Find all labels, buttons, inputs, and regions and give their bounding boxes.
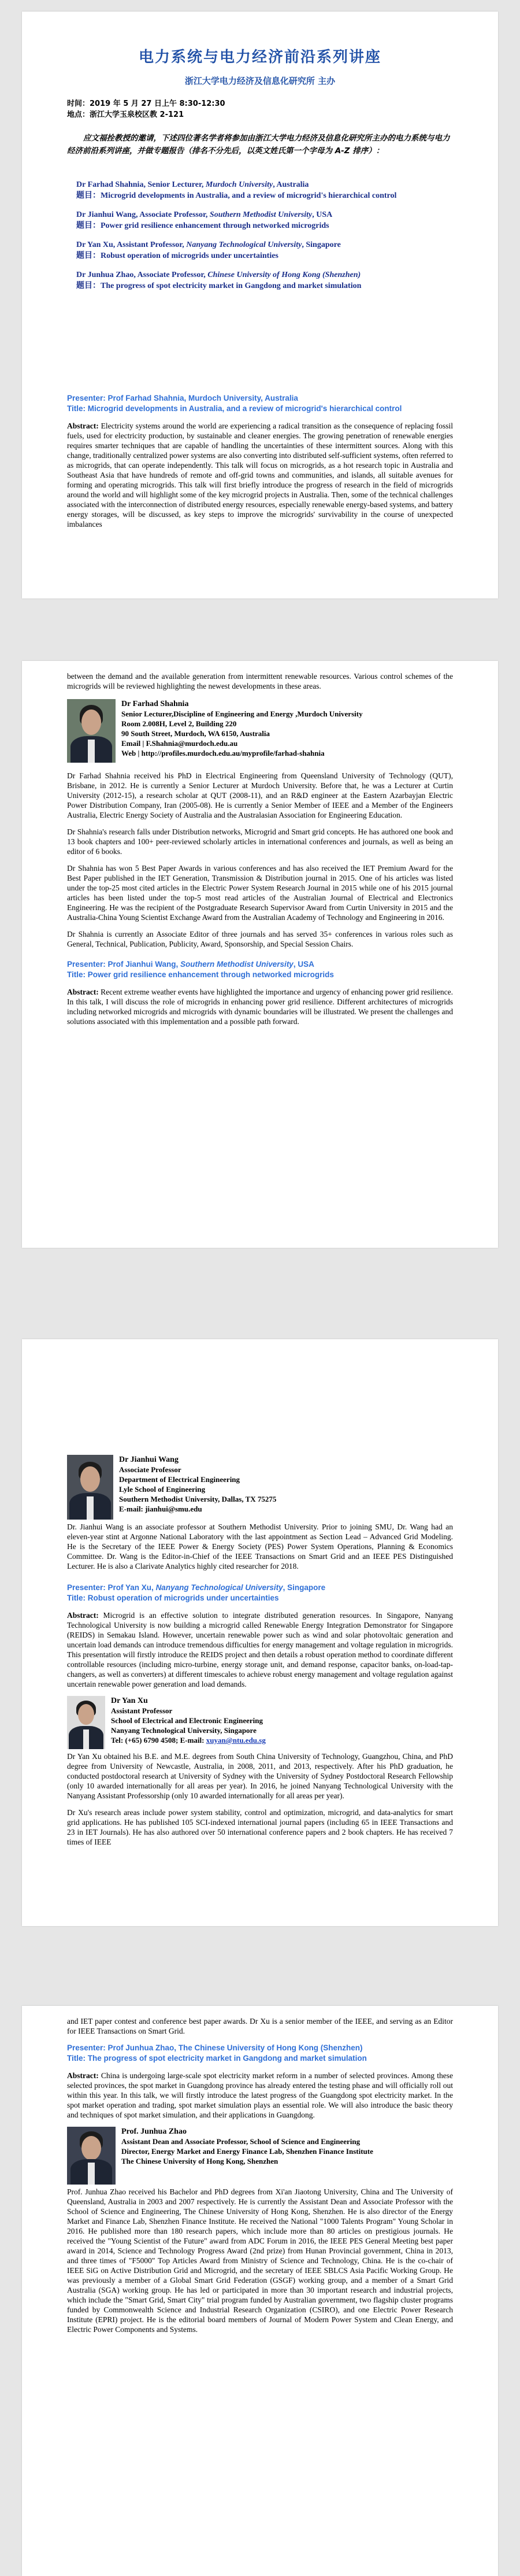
bio-paragraph: and IET paper contest and conference best paper awards. Dr Xu is a senior member of the IEEE, and serving as an Editor for IEEE Transactions on Smart Grid.: [67, 2017, 453, 2035]
presenter-line: Presenter: Prof Junhua Zhao, The Chinese University of Hong Kong (Shenzhen): [67, 2043, 363, 2052]
talk-title-line: Title: Microgrid developments in Australia, and a review of microgrid's hierarchical control: [67, 404, 402, 413]
bio-paragraph: Dr Xu's research areas include power system stability, control and optimization, microgrid, and data-analytics for smart grid applications. He has published 105 SCI-indexed international journal papers (including 65 in IEEE Transactions and 23 in IET Journals). He has also authored over 50 international conference papers and 2 book chapters. He has received 7 times of IEEE: [67, 1808, 453, 1846]
document-page-4: [22, 2006, 498, 2576]
talk-affiliation: Murdoch University: [205, 180, 273, 189]
speaker-department: Department of Electrical Engineering: [119, 1475, 240, 1484]
place-label: 地点：: [67, 110, 90, 119]
talk-title-line: Title: Robust operation of microgrids under uncertainties: [67, 1594, 279, 1602]
section-shahnia-cont: [67, 671, 453, 1033]
speaker-name: Dr Farhad Shahnia: [121, 700, 189, 708]
bio-paragraph: Dr Farhad Shahnia received his PhD in Electrical Engineering from Queensland University of Technology (QUT), Brisbane, in 2012. He is currently a Senior Lecturer at Murdoch University. Before that, he was a Lecturer at Curtin University (2012-15), a research scholar at QUT (2008-11), and an R&D engineer at the Eastern Azarbayjan Electric Power Distribution Company, Iran (2005-08). He is currently a Senior Member of IEEE and a Member of the Engineers Australia, Electric Energy Society of Australia and the Australasian Association for Engineering Education.: [67, 771, 453, 819]
abstract: [67, 987, 453, 1026]
speaker-card-text: [121, 2127, 373, 2166]
bio-paragraph: Dr Shahnia has won 5 Best Paper Awards in various conferences and has also received the IET Premium Award for the Best Paper published in the IET Generation, Transmission & Distribution journal in 2015. One of his articles was listed under the top-25 most cited articles in the Electric Power System Research Journal in 2015 while one of his 2015 journal articles has been listed under the top-5 most read articles of the Australian Journal of Electrical and Electronics Engineering. He was the recipient of the Postgraduate Research Supervisor Award from Curtin University in 2015 and the Australia-China Young Scientist Exchange Award from the Australian Academy of Technology and Engineering in 2016.: [67, 864, 453, 922]
abstract-text: China is undergoing large-scale spot electricity market reform in a number of selected provinces. Among these selected provinces, the spot market in Guangdong province has already entered the testing phase and will officially roll out within this year. In this talk, we will firstly introduce the latest progress of the Guangdong spot electricity market. In the spot market operation and trading, spot market simulation plays an essential role. We will also introduce the basic theory and techniques of spot market simulation, and their applications in Guangdong.: [67, 2071, 454, 2119]
talk-item: [67, 209, 453, 231]
presenter-name: Presenter: Prof Yan Xu,: [67, 1583, 156, 1592]
presenter-line: [67, 1583, 453, 1593]
talk-title-label: 题目：: [76, 221, 101, 230]
abstract-label: Abstract:: [67, 2071, 99, 2080]
speaker-card-text: [119, 1455, 276, 1514]
talk-list: [67, 179, 453, 300]
bio-paragraph: Prof. Junhua Zhao received his Bachelor and PhD degrees from Xi'an Jiaotong University, China and The University of Queensland, Australia in 2003 and 2007 respectively. He is currently the Assistant Dean and Associate Professor with the School of Science and Engineering, The Chinese University of Hong Kong, Shenzhen. He is also director of the Energy Market and Finance Lab, Shenzhen Finance Institute. He received the National "1000 Talents Program" Young Scholar in 2016. He published more than 180 research papers, which include more than 80 articles on prestigious journals. He received the "Young Scientist of the Future" award from ADC Forum in 2016, the IEEE PES General Meeting best paper award in 2014, Science and Technology Progress Award (2nd prize) from Hunan Provincial government, China in 2013, and three times of "F5000" Top Articles Award from Ministry of Science and Technology, China. He is the co-chair of IEEE SiG on Active Distribution Grid and Microgrid, and the secretary of IEEE SBLCS Asia Pacific Working Group. He was previously a member of a Global Smart Grid Federation (GSGF) working group, and a member of a Smart Grid Australia (SGA) working group. He has led or participated in more than 30 important research and industrial projects, which include the "Smart Grid, Smart City" trial program funded by Australian government, two flagship cluster programs funded by Commonwealth Science and Industrial Research Organization (CSIRO), and one Electric Power Research Institute (EPRI) project. He is the editorial board members of Journal of Modern Power System and Clean Energy, and Electric Power Components and Systems.: [67, 2187, 453, 2334]
speaker-address: 90 South Street, Murdoch, WA 6150, Australia: [121, 729, 270, 738]
section-wang-bio: [67, 1455, 453, 1854]
speaker-email: Email | F.Shahnia@murdoch.edu.au: [121, 739, 238, 748]
abstract-continued: between the demand and the available generation from intermittent renewable resources. Various control schemes of the microgrids will be reviewed highlighting the newest developments in these areas.: [67, 672, 453, 690]
speaker-university: Southern Methodist University, Dallas, TX 75275: [119, 1495, 277, 1503]
speaker-email: E-mail: jianhui@smu.edu: [119, 1505, 202, 1513]
speaker-name: Dr Jianhui Wang: [119, 1455, 179, 1464]
abstract: [67, 421, 453, 529]
presenter-country: , Singapore: [283, 1583, 326, 1592]
talk-item: [67, 179, 453, 201]
speaker-photo: [67, 1696, 105, 1749]
talk-affiliation-tail: , Australia: [273, 180, 309, 189]
document-page-2: [22, 661, 498, 1248]
speaker-card: [67, 2127, 453, 2185]
speaker-card: [67, 699, 453, 763]
abstract-label: Abstract:: [67, 988, 99, 996]
talk-title-label: 题目：: [76, 251, 101, 260]
bio-paragraph: Dr. Jianhui Wang is an associate professor at Southern Methodist University. Prior to joining SMU, Dr. Wang had an eleven-year stint at Argonne National Laboratory with the last appointment as Section Lead – Advanced Grid Modeling. He is the Secretary of the IEEE Power & Energy Society (PES) Power System Operations, Planning & Economics Committee. Dr. Wang is the Editor-in-Chief of the IEEE Transactions on Smart Grid and an IEEE PES Distinguished Lecturer. He is also a Clarivate Analytics highly cited researcher for 2018.: [67, 1522, 453, 1570]
talk-affiliation: Nanyang Technological University: [186, 241, 302, 249]
section-shahnia: [67, 393, 453, 536]
talk-affiliation-tail: , Singapore: [302, 241, 341, 249]
talk-speaker: Dr Junhua Zhao, Associate Professor,: [76, 271, 208, 279]
section-zhao: [67, 2016, 453, 2341]
abstract: [67, 1610, 453, 1689]
speaker-position: Senior Lecturer,Discipline of Engineering and Energy ,Murdoch University: [121, 709, 363, 718]
talk-title-line: Title: Power grid resilience enhancement through networked microgrids: [67, 970, 334, 979]
speaker-photo: [67, 2127, 116, 2185]
invitation-intro: 应文福拴教授的邀请，下述四位著名学者将参加由浙江大学电力经济及信息化研究所主办的电力系统与电力经济前沿系列讲座，并做专题报告（排名不分先后，以英文姓氏第一个字母为 A-Z 排序）：: [67, 134, 450, 156]
abstract-text: Electricity systems around the world are experiencing a radical transition as the consequence of replacing fossil fuels, used for electricity production, by sustainable and cleaner energies. The growing penetration of renewable energies requires smarter techniques that are capable of handling the uncertainties of these intermittent sources. Along with this change, traditionally centralized power systems are also converting into distributed self-sufficient systems, often referred to as microgrids, that can operate independently. This talk will focus on microgrids, as a hot research topic in Australia and Southeast Asia that have hundreds of remote and off-grid towns and communities, and islands, all suitable avenues for forming and operating microgrids. This talk will first briefly introduce the progress of research in the field of microgrids around the world and will highlight some of the key microgrid projects in Australia. Then, some of the technical challenges associated with the interconnection of distributed energy resources, especially renewable energy-based systems, and battery energy storages, will be discussed, as key steps to improve the microgrids' survivability in the course of unexpected imbalances: [67, 422, 453, 528]
talk-title-label: 题目：: [76, 191, 101, 200]
talk-title-line: Title: The progress of spot electricity market in Gangdong and market simulation: [67, 2054, 367, 2063]
speaker-name: Dr Yan Xu: [111, 1697, 148, 1705]
talk-item: [67, 239, 453, 261]
abstract-label: Abstract:: [67, 1611, 99, 1620]
abstract: [67, 2071, 453, 2120]
time-label: 时间：: [67, 99, 90, 108]
talk-item: [67, 269, 453, 291]
abstract-text: Microgrid is an effective solution to integrate distributed generation resources. In Singapore, Nanyang Technological University is now building a microgrid called Renewable Energy Integration Demonstrator for Singapore (REIDS) in Semakau Island. However, uncertain renewable power such as wind and solar photovoltaic generation and uncertain load demands can introduce tremendous difficulties for energy management and voltage regulation in microgrids. This presentation will firstly introduce the REIDS project and then details a robust operation method to coordinate different controllable resources (including micro-turbine, energy storage unit, and demand response, capacitor banks, on-load-tap-changers, as well as converters) at different timescales to achieve robust energy management and voltage regulation against uncertain renewable power generation and load demands.: [67, 1611, 454, 1688]
talk-title: Power grid resilience enhancement through networked microgrids: [101, 221, 329, 230]
speaker-school: Lyle School of Engineering: [119, 1485, 206, 1494]
talk-title: Microgrid developments in Australia, and a review of microgrid's hierarchical control: [101, 191, 397, 200]
talk-affiliation-tail: , USA: [312, 210, 333, 219]
presenter-country: , USA: [293, 960, 314, 969]
speaker-card: [67, 1696, 453, 1749]
speaker-position: Associate Professor: [119, 1465, 181, 1474]
presenter-line: Presenter: Prof Farhad Shahnia, Murdoch University, Australia: [67, 394, 298, 402]
event-meta: [67, 98, 453, 120]
speaker-position: Assistant Professor: [111, 1706, 173, 1715]
talk-speaker: Dr Farhad Shahnia, Senior Lecturer,: [76, 180, 206, 189]
presenter-name: Presenter: Prof Jianhui Wang,: [67, 960, 181, 969]
speaker-photo: [67, 699, 116, 763]
speaker-name: Prof. Junhua Zhao: [121, 2127, 187, 2136]
speaker-card-text: [111, 1696, 266, 1745]
document-page-1: [22, 12, 498, 598]
speaker-photo: [67, 1455, 113, 1520]
speaker-school: School of Electrical and Electronic Engineering: [111, 1716, 263, 1725]
bio-paragraph: Dr Yan Xu obtained his B.E. and M.E. degrees from South China University of Technology, Guangzhou, China, and PhD degree from University of Newcastle, Australia, in 2008, 2011, and 2013, respectively. After his PhD graduation, he conducted postdoctoral research at University of Sydney with the University of Sydney Postdoctoral Research Fellowship (only 10 awarded internationally for all areas per year). In 2016, he joined Nanyang Technological University with the Nanyang Assistant Professorship (only 10 awarded internationally for all areas per year).: [67, 1752, 453, 1800]
talk-title-label: 题目：: [76, 281, 101, 290]
talk-speaker: Dr Yan Xu, Assistant Professor,: [76, 241, 187, 249]
speaker-room: Room 2.008H, Level 2, Building 220: [121, 719, 237, 728]
talk-title: The progress of spot electricity market in Gangdong and market simulation: [101, 282, 362, 290]
speaker-university: The Chinese University of Hong Kong, Shenzhen: [121, 2157, 278, 2165]
organizer-line: 浙江大学电力经济及信息化研究所 主办: [184, 76, 336, 86]
abstract-label: Abstract:: [67, 422, 99, 430]
page-title: 电力系统与电力经济前沿系列讲座: [138, 49, 381, 66]
bio-paragraph: Dr Shahnia is currently an Associate Editor of three journals and has served 35+ conferences in various roles such as General, Technical, Publication, Publicity, Award, Sponsorship, and Special Session Chairs.: [67, 930, 453, 948]
time-value: 2019 年 5 月 27 日上午 8:30-12:30: [90, 99, 225, 108]
speaker-university: Nanyang Technological University, Singapore: [111, 1726, 257, 1735]
abstract-text: Recent extreme weather events have highlighted the importance and urgency of enhancing power grid resilience. In this talk, I will discuss the role of microgrids in enhancing power grid resilience. Different architectures of microgrids including networked microgrids and microgrids with dynamic boundaries will be illustrated. We present the challenges and solutions associated with this implementation and a possible path forward.: [67, 988, 454, 1026]
talk-speaker: Dr Jianhui Wang, Associate Professor,: [76, 210, 210, 219]
bio-paragraph: Dr Shahnia's research falls under Distribution networks, Microgrid and Smart grid concepts. He has authored one book and 13 book chapters and 100+ peer-reviewed scholarly articles in international conferences and journals, as well as being an editor of 6 books.: [67, 827, 453, 856]
document-page-3: [22, 1339, 498, 1926]
speaker-directorship: Director, Energy Market and Energy Finance Lab, Shenzhen Finance Institute: [121, 2147, 373, 2156]
place-value: 浙江大学玉泉校区教 2-121: [90, 110, 184, 119]
talk-title: Robust operation of microgrids under uncertainties: [101, 252, 278, 260]
speaker-position: Assistant Dean and Associate Professor, School of Science and Engineering: [121, 2137, 361, 2146]
speaker-card: [67, 1455, 453, 1520]
speaker-tel: Tel: (+65) 6790 4508; E-mail:: [111, 1736, 206, 1745]
presenter-line: [67, 959, 453, 970]
talk-affiliation: Chinese University of Hong Kong (Shenzhen): [207, 271, 361, 279]
presenter-affiliation: Southern Methodist University: [180, 960, 294, 969]
speaker-website: Web | http://profiles.murdoch.edu.au/myprofile/farhad-shahnia: [121, 749, 325, 757]
presenter-affiliation: Nanyang Technological University: [155, 1583, 283, 1592]
speaker-email-link[interactable]: xuyan@ntu.edu.sg: [206, 1736, 266, 1745]
talk-affiliation: Southern Methodist University: [209, 210, 313, 219]
speaker-card-text: [121, 699, 363, 758]
